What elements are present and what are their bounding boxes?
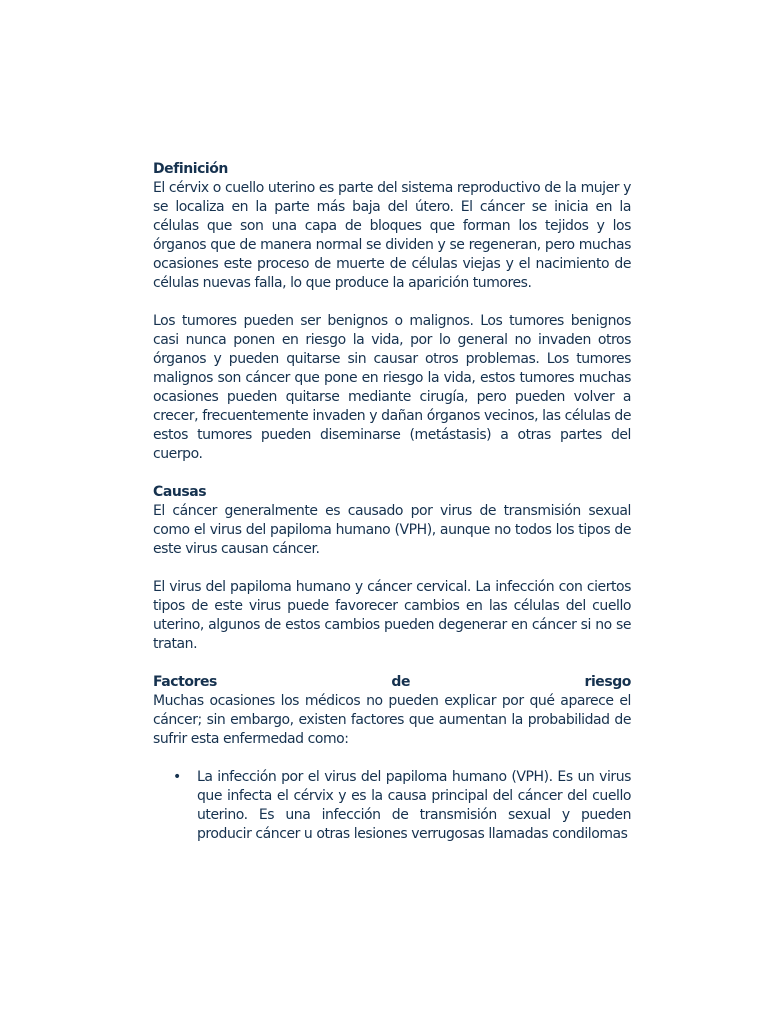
bullet-icon: • bbox=[173, 769, 181, 785]
document-page bbox=[153, 160, 631, 844]
heading-word: de bbox=[391, 674, 411, 690]
section-causas bbox=[153, 483, 631, 559]
heading-definicion: Definición bbox=[153, 161, 228, 177]
section-tumores bbox=[153, 312, 631, 464]
section-definicion bbox=[153, 160, 631, 293]
risk-factor-list bbox=[153, 768, 631, 844]
list-item-text: La infección por el virus del papiloma humano (VPH). Es un virus que infecta el cérvix y es la causa principal del cáncer del cuello uterino. Es una infección de transmisión sexual y pueden producir cáncer u otras lesiones verrugosas llamadas condilomas bbox=[197, 769, 631, 842]
paragraph-definicion-1: El cérvix o cuello uterino es parte del sistema reproductivo de la mujer y se localiza en la parte más baja del útero. El cáncer se inicia en la células que son una capa de bloques que forman los tejidos y los órganos que de manera normal se dividen y se regeneran, pero muchas ocasiones este proceso de muerte de células viejas y el nacimiento de células nuevas falla, lo que produce la aparición tumores. bbox=[153, 180, 631, 291]
paragraph-factores-1: Muchas ocasiones los médicos no pueden explicar por qué aparece el cáncer; sin embargo, existen factores que aumentan la probabilidad de sufrir esta enfermedad como: bbox=[153, 693, 631, 747]
heading-word: riesgo bbox=[584, 674, 631, 690]
paragraph-causas-1: El cáncer generalmente es causado por virus de transmisión sexual como el virus del papiloma humano (VPH), aunque no todos los tipos de este virus causan cáncer. bbox=[153, 503, 631, 557]
paragraph-causas-2: El virus del papiloma humano y cáncer cervical. La infección con ciertos tipos de este virus puede favorecer cambios en las células del cuello uterino, algunos de estos cambios pueden degenerar en cáncer si no se tratan. bbox=[153, 579, 631, 652]
heading-word: Factores bbox=[153, 674, 217, 690]
section-vph bbox=[153, 578, 631, 654]
list-item bbox=[153, 768, 631, 844]
paragraph-definicion-2: Los tumores pueden ser benignos o malignos. Los tumores benignos casi nunca ponen en riesgo la vida, por lo general no invaden otros órganos y pueden quitarse sin causar otros problemas. Los tumores malignos son cáncer que pone en riesgo la vida, estos tumores muchas ocasiones pueden quitarse mediante cirugía, pero pueden volver a crecer, frecuentemente invaden y dañan órganos vecinos, las células de estos tumores pueden diseminarse (metástasis) a otras partes del cuerpo. bbox=[153, 313, 631, 462]
heading-causas: Causas bbox=[153, 484, 207, 500]
heading-factores-de-riesgo bbox=[153, 673, 631, 692]
section-factores bbox=[153, 673, 631, 749]
